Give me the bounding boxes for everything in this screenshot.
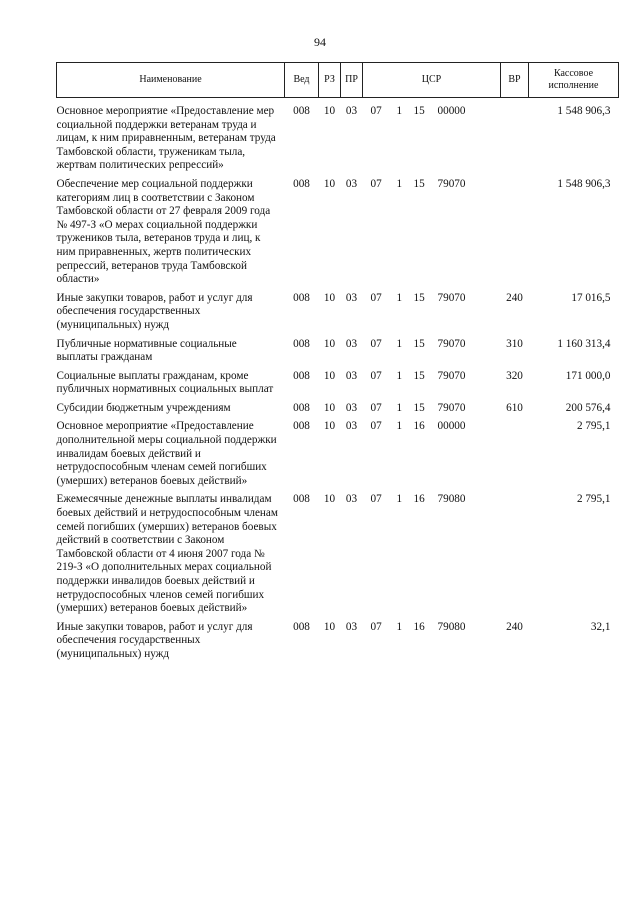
row-csr [363,365,501,397]
csr-part: 79070 [437,291,466,304]
csr-part: 00000 [437,105,466,117]
row-amount: 1 548 906,3 [557,177,611,190]
row-amount: 171 000,0 [565,369,611,382]
row-ved: 008 [293,291,310,304]
page-number: 94 [314,35,326,49]
csr-part: 15 [413,291,425,304]
header-amount: Кассовое исполнение [529,63,619,98]
row-name: Социальные выплаты гражданам, кроме публичных нормативных социальных выплат [56,369,274,396]
row-csr [363,616,501,662]
table-row [57,365,619,397]
row-pr: 03 [345,291,358,304]
table-body [57,98,619,662]
row-rz: 10 [323,369,336,382]
table-row [57,173,619,287]
csr-part: 07 [370,337,382,350]
row-vr [501,173,529,287]
csr-part: 15 [413,369,425,382]
row-csr [363,287,501,333]
row-name: Ежемесячные денежные выплаты инвалидам боевых действий и нетрудоспособным членам семей погибших (умерших) ветеранов боевых действий в соответствии с Законом Тамбовской области от 4 июня 2007 года № 219-З «О дополнительных мерах социальной поддержки инвалидов боевых действий и нетрудоспособных членов семей погибших (умерших) ветеранов боевых действий» [56,493,278,615]
csr-part: 79070 [437,369,466,382]
row-rz: 10 [323,620,336,633]
header-csr: ЦСР [363,63,501,98]
row-ved: 008 [293,493,310,506]
row-amount: 32,1 [590,620,611,633]
row-vr: 610 [506,401,523,414]
csr-part: 15 [413,177,425,190]
table-row [57,98,619,173]
table-row [57,415,619,488]
row-pr: 03 [345,177,358,190]
row-pr: 03 [345,369,358,382]
csr-part: 79080 [437,493,466,506]
csr-part: 79070 [437,177,466,190]
csr-part: 1 [396,177,403,190]
row-ved: 008 [293,620,310,633]
row-name: Публичные нормативные социальные выплаты гражданам [56,337,237,364]
table-row [57,616,619,662]
csr-part: 1 [396,105,403,117]
row-vr [501,415,529,488]
row-csr [363,98,501,173]
csr-part: 1 [396,493,403,506]
csr-part: 15 [413,337,425,350]
row-csr [363,397,501,416]
row-pr: 03 [345,420,358,433]
csr-part: 1 [396,291,403,304]
csr-part: 1 [396,401,403,414]
csr-part: 16 [413,420,425,433]
row-rz: 10 [323,177,336,190]
table-header-row [57,63,619,98]
row-pr: 03 [345,620,358,633]
csr-part: 16 [413,620,425,633]
row-ved: 008 [293,105,310,117]
row-amount: 200 576,4 [565,401,611,414]
row-ved: 008 [293,337,310,350]
csr-part: 79070 [437,401,466,414]
header-ved: Вед [285,63,319,98]
row-pr: 03 [345,493,358,506]
row-vr: 240 [506,291,523,304]
row-name: Обеспечение мер социальной поддержки категориям лиц в соответствии с Законом Тамбовской области от 27 февраля 2009 года № 497-З «О мерах социальной поддержки тружеников тыла, ветеранов труда и лиц, к ним приравненных, жертв политических репрессий, ветеранов труда Тамбовской области» [56,177,271,286]
row-ved: 008 [293,369,310,382]
csr-part: 1 [396,620,403,633]
row-amount: 1 548 906,3 [557,105,611,117]
row-rz: 10 [323,291,336,304]
header-name: Наименование [57,63,285,98]
header-pr: ПР [341,63,363,98]
csr-part: 07 [370,401,382,414]
row-pr: 03 [345,337,358,350]
row-amount: 2 795,1 [576,420,611,433]
csr-part: 07 [370,291,382,304]
table-row [57,333,619,365]
row-vr [501,98,529,173]
csr-part: 07 [370,420,382,433]
row-amount: 17 016,5 [571,291,611,304]
row-pr: 03 [345,105,358,117]
row-pr: 03 [345,401,358,414]
row-vr: 240 [506,620,523,633]
csr-part: 1 [396,369,403,382]
row-rz: 10 [323,401,336,414]
csr-part: 07 [370,620,382,633]
row-name: Основное мероприятие «Предоставление мер социальной поддержки ветеранам труда и лицам, к ним приравненным, ветеранам труда Тамбовской области, труженикам тыла, жертвам политических репрессий» [56,105,276,172]
row-csr [363,488,501,615]
header-rz: РЗ [319,63,341,98]
csr-part: 07 [370,177,382,190]
csr-part: 79080 [437,620,466,633]
row-rz: 10 [323,493,336,506]
row-vr: 310 [506,337,523,350]
row-amount: 1 160 313,4 [557,337,611,350]
table-row [57,488,619,615]
table-row [57,397,619,416]
row-rz: 10 [323,420,336,433]
row-vr: 320 [506,369,523,382]
csr-part: 07 [370,493,382,506]
row-csr [363,173,501,287]
row-name: Иные закупки товаров, работ и услуг для обеспечения государственных (муниципальных) нужд [56,291,253,331]
csr-part: 79070 [437,337,466,350]
row-ved: 008 [293,401,310,414]
row-csr [363,333,501,365]
table-row [57,287,619,333]
csr-part: 1 [396,337,403,350]
budget-table [56,62,619,662]
header-vr: ВР [501,63,529,98]
csr-part: 00000 [437,420,466,433]
row-rz: 10 [323,337,336,350]
csr-part: 16 [413,493,425,506]
row-amount: 2 795,1 [576,493,611,506]
row-name: Иные закупки товаров, работ и услуг для обеспечения государственных (муниципальных) нужд [56,620,253,660]
csr-part: 15 [413,105,425,117]
row-ved: 008 [293,177,310,190]
row-vr [501,488,529,615]
row-csr [363,415,501,488]
csr-part: 07 [370,105,382,117]
row-name: Основное мероприятие «Предоставление дополнительной меры социальной поддержки инвалидам боевых действий и нетрудоспособным членам семей погибших (умерших) ветеранов боевых действий» [56,420,277,487]
row-ved: 008 [293,420,310,433]
csr-part: 1 [396,420,403,433]
csr-part: 07 [370,369,382,382]
csr-part: 15 [413,401,425,414]
row-rz: 10 [323,105,336,117]
row-name: Субсидии бюджетным учреждениям [56,401,231,414]
